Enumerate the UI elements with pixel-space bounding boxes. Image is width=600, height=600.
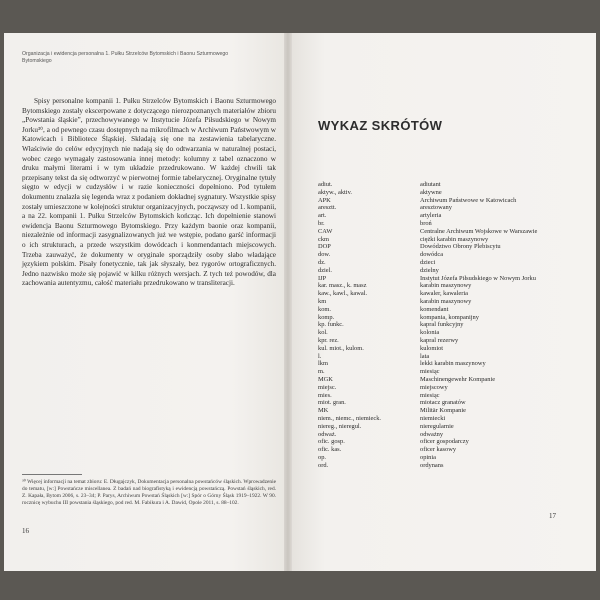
abbreviation-row: [318, 423, 578, 431]
abbreviation-term: MGK: [318, 375, 333, 383]
abbreviation-definition: artyleria: [420, 212, 442, 220]
abbreviation-row: [318, 345, 578, 353]
abbreviation-term: lkm: [318, 360, 328, 368]
abbreviation-row: [318, 431, 578, 439]
abbreviation-term: odważ.: [318, 430, 337, 438]
abbreviation-term: komp.: [318, 313, 335, 321]
abbreviation-row: [318, 251, 578, 259]
abbreviation-term: ofic. gosp.: [318, 438, 345, 446]
abbreviation-definition: lata: [420, 352, 430, 360]
abbreviation-row: [318, 438, 578, 446]
abbreviation-definition: karabin maszynowy: [420, 282, 472, 290]
abbreviation-definition: oficer gospodarczy: [420, 438, 469, 446]
abbreviation-term: ckm: [318, 235, 330, 243]
page-number-left: 16: [22, 527, 29, 535]
abbreviation-row: [318, 197, 578, 205]
abbreviation-list: [318, 181, 578, 469]
abbreviation-definition: Dowództwo Obrony Plebiscytu: [420, 243, 501, 251]
body-paragraph: Spisy personalne kompanii 1. Pułku Strzelców Bytomskich i Baonu Szturmowego Bytomskiego zostały ekscerpowane z dotyczącego nierozpoznanych materiałów zbioru „Powstania śląskie”, przechowywanego w Instytucie Józefa Piłsudskiego w Nowym Jorku³⁰, a od pewnego czasu dostępnych na mikrofilmach w Archiwum Państwowym w Katowicach i Bibliotece Śląskiej. Składają się one na zestawienia tabelaryczne. Właściwie do celów edycyjnych nie nadają się do odtwarzania w naturalnej postaci, wobec czego wymagały zastosowania innej metody: kolumny z tabel oznaczono w druku małymi literami i w tym układzie przedrukowano. W każdej chwili tak przepisany tekst da się odtworzyć w pierwotnej formie tabelarycznej. Oryginalne tytuły sięgto w edycji w cudzysłów i w razie konieczności dopełniono. Pod tytułem dokumentu znalazła się legenda wraz z podaniem dokładnej sygnatury. Wszystkie spisy zostały umieszczone w kolejności struktur organizacyjnych, począwszy od 1. kompanii, a na 22. kompanii 1. Pułku Strzelców Bytomskich kończąc. Ich dopełnienie stanowi ewidencja Baonu Szturmowego Bytomskiego. Przy każdym baonie oraz kompanii, niezależnie od informacji zasygnalizowanych już we wstępie, podano garść informacji o ich strukturach, a przede wszystkim dowódcach i konmendantach miejscowych. Trzeba zauważyć, że dokumenty w oryginale sporządziły osoby słabo władające językiem polskim. Pisały fonetycznie, tak jak słyszały, bez rygorów ortograficznych. Jedno nazwisko może się pojawić w kilku różnych wersjach. Z tych też powodów, dla zachowania autentyzmu, całość materiału przedrukowano w transliteracji.: [22, 97, 276, 288]
abbreviation-term: op.: [318, 453, 326, 461]
abbreviation-term: ofic. kas.: [318, 446, 342, 454]
abbreviation-row: [318, 204, 578, 212]
abbreviation-term: IJP: [318, 274, 327, 282]
abbreviation-term: kol.: [318, 329, 328, 337]
abbreviation-term: dow.: [318, 251, 331, 259]
abbreviation-definition: aresztowany: [420, 204, 452, 212]
abbreviation-term: m.: [318, 368, 325, 376]
abbreviation-definition: odważny: [420, 430, 444, 438]
abbreviation-definition: miesiąc: [420, 368, 440, 376]
abbreviation-definition: Centralne Archiwum Wojskowe w Warszawie: [420, 227, 538, 235]
abbreviation-row: [318, 329, 578, 337]
abbreviation-row: [318, 454, 578, 462]
abbreviation-term: MK: [318, 407, 329, 415]
abbreviation-definition: miejscowy: [420, 383, 448, 391]
abbreviation-definition: kawaler, kawaleria: [420, 290, 468, 298]
abbreviation-row: [318, 392, 578, 400]
abbreviation-term: aktyw., aktiv.: [318, 188, 352, 196]
abbreviation-term: dz.: [318, 258, 326, 266]
abbreviation-row: [318, 267, 578, 275]
abbreviation-row: [318, 290, 578, 298]
abbreviation-row: [318, 282, 578, 290]
abbreviation-definition: aktywne: [420, 188, 442, 196]
abbreviation-term: kpr. rez.: [318, 336, 339, 344]
abbreviation-definition: miesiąc: [420, 391, 440, 399]
abbreviation-row: [318, 259, 578, 267]
abbreviation-row: [318, 407, 578, 415]
abbreviation-row: [318, 220, 578, 228]
abbreviation-row: [318, 446, 578, 454]
abbreviation-term: kaw., kawl., kawal.: [318, 290, 368, 298]
abbreviation-definition: lekki karabin maszynowy: [420, 360, 486, 368]
abbreviation-term: ord.: [318, 461, 329, 469]
abbreviation-definition: komendant: [420, 305, 449, 313]
section-title: WYKAZ SKRÓTÓW: [318, 118, 443, 133]
abbreviation-row: [318, 189, 578, 197]
abbreviation-term: DOP: [318, 243, 331, 251]
abbreviation-term: br.: [318, 219, 325, 227]
abbreviation-definition: kolonia: [420, 329, 440, 337]
abbreviation-row: [318, 298, 578, 306]
abbreviation-definition: dowódca: [420, 251, 444, 259]
abbreviation-row: [318, 236, 578, 244]
body-text: [22, 97, 276, 289]
abbreviation-term: niereg., nieregul.: [318, 422, 362, 430]
abbreviation-term: miot. gran.: [318, 399, 346, 407]
footnote-rule: [22, 474, 82, 475]
footnote: ³⁰ Więcej informacji na temat zbioru: E. Długajczyk, Dokumentacja personalna powstańców śląskich. Wprowadzenie do tematu, [w:] Powstańcze miscellanea. Z badań nad biografistyką i ewidencją powstańczą. Powstań śląskich, red. Z. Kapała, Bytom 2006, s. 23–34; P. Parys, Archiwum Powstań Śląskich [w:] Spór o Górny Śląsk 1919–1922. W 90. rocznicę wybuchu III powstania śląskiego, pod red. M. Fabikura i A. Dawid, Opole 2011, s. 88–102.: [22, 479, 276, 506]
abbreviation-definition: miotacz granatów: [420, 399, 466, 407]
abbreviation-row: [318, 314, 578, 322]
abbreviation-definition: kapral rezerwy: [420, 336, 459, 344]
abbreviation-definition: Instytut Józefa Piłsudskiego w Nowym Jorku: [420, 274, 536, 282]
abbreviation-definition: oficer kasowy: [420, 446, 457, 454]
abbreviation-row: [318, 376, 578, 384]
abbreviation-term: niem., niemc., niemieck.: [318, 414, 381, 422]
abbreviation-definition: kompania, kompanijny: [420, 313, 479, 321]
abbreviation-term: kul. miot., kulom.: [318, 344, 364, 352]
abbreviation-row: [318, 306, 578, 314]
abbreviation-term: kom.: [318, 305, 331, 313]
abbreviation-term: aresztt.: [318, 204, 337, 212]
abbreviation-row: [318, 275, 578, 283]
abbreviation-term: miejsc.: [318, 383, 337, 391]
abbreviation-row: [318, 212, 578, 220]
abbreviation-definition: ordynans: [420, 461, 444, 469]
abbreviation-definition: karabin maszynowy: [420, 297, 472, 305]
abbreviation-row: [318, 415, 578, 423]
running-head: Organizacja i ewidencja personalna 1. Pułku Strzelców Bytomskich i Baonu Szturmowego Bytomskiego: [22, 51, 229, 64]
abbreviation-term: dziel.: [318, 266, 333, 274]
abbreviation-definition: kapral funkcyjny: [420, 321, 464, 329]
abbreviation-definition: Militär Kompanie: [420, 407, 466, 415]
abbreviation-definition: Maschinengewehr Kompanie: [420, 375, 496, 383]
abbreviation-definition: dzieci: [420, 258, 436, 266]
abbreviation-row: [318, 243, 578, 251]
abbreviation-row: [318, 181, 578, 189]
abbreviation-definition: adiutant: [420, 181, 441, 188]
abbreviation-definition: broń: [420, 219, 432, 227]
abbreviation-row: [318, 321, 578, 329]
abbreviation-row: [318, 399, 578, 407]
abbreviation-definition: nieregularnie: [420, 422, 454, 430]
abbreviation-row: [318, 368, 578, 376]
abbreviation-term: mies.: [318, 391, 332, 399]
abbreviation-term: art.: [318, 212, 327, 220]
abbreviation-definition: opinia: [420, 453, 436, 461]
abbreviation-definition: niemiecki: [420, 414, 446, 422]
abbreviation-row: [318, 337, 578, 345]
abbreviation-row: [318, 360, 578, 368]
abbreviation-term: adiut.: [318, 181, 333, 188]
abbreviation-term: APK: [318, 196, 331, 204]
abbreviation-definition: ciężki karabin maszynowy: [420, 235, 489, 243]
page-number-right: 17: [549, 512, 556, 520]
abbreviation-definition: kulomiot: [420, 344, 444, 352]
abbreviation-row: [318, 228, 578, 236]
abbreviation-term: l.: [318, 352, 322, 360]
abbreviation-row: [318, 353, 578, 361]
abbreviation-row: [318, 384, 578, 392]
abbreviation-row: [318, 462, 578, 470]
abbreviation-term: CAW: [318, 227, 333, 235]
abbreviation-term: kar. masz., k. masz: [318, 282, 367, 290]
abbreviation-definition: dzielny: [420, 266, 439, 274]
book-gutter: [284, 33, 292, 571]
abbreviation-definition: Archiwum Państwowe w Katowicach: [420, 196, 517, 204]
abbreviation-term: kp. funkc.: [318, 321, 344, 329]
abbreviation-term: km: [318, 297, 327, 305]
